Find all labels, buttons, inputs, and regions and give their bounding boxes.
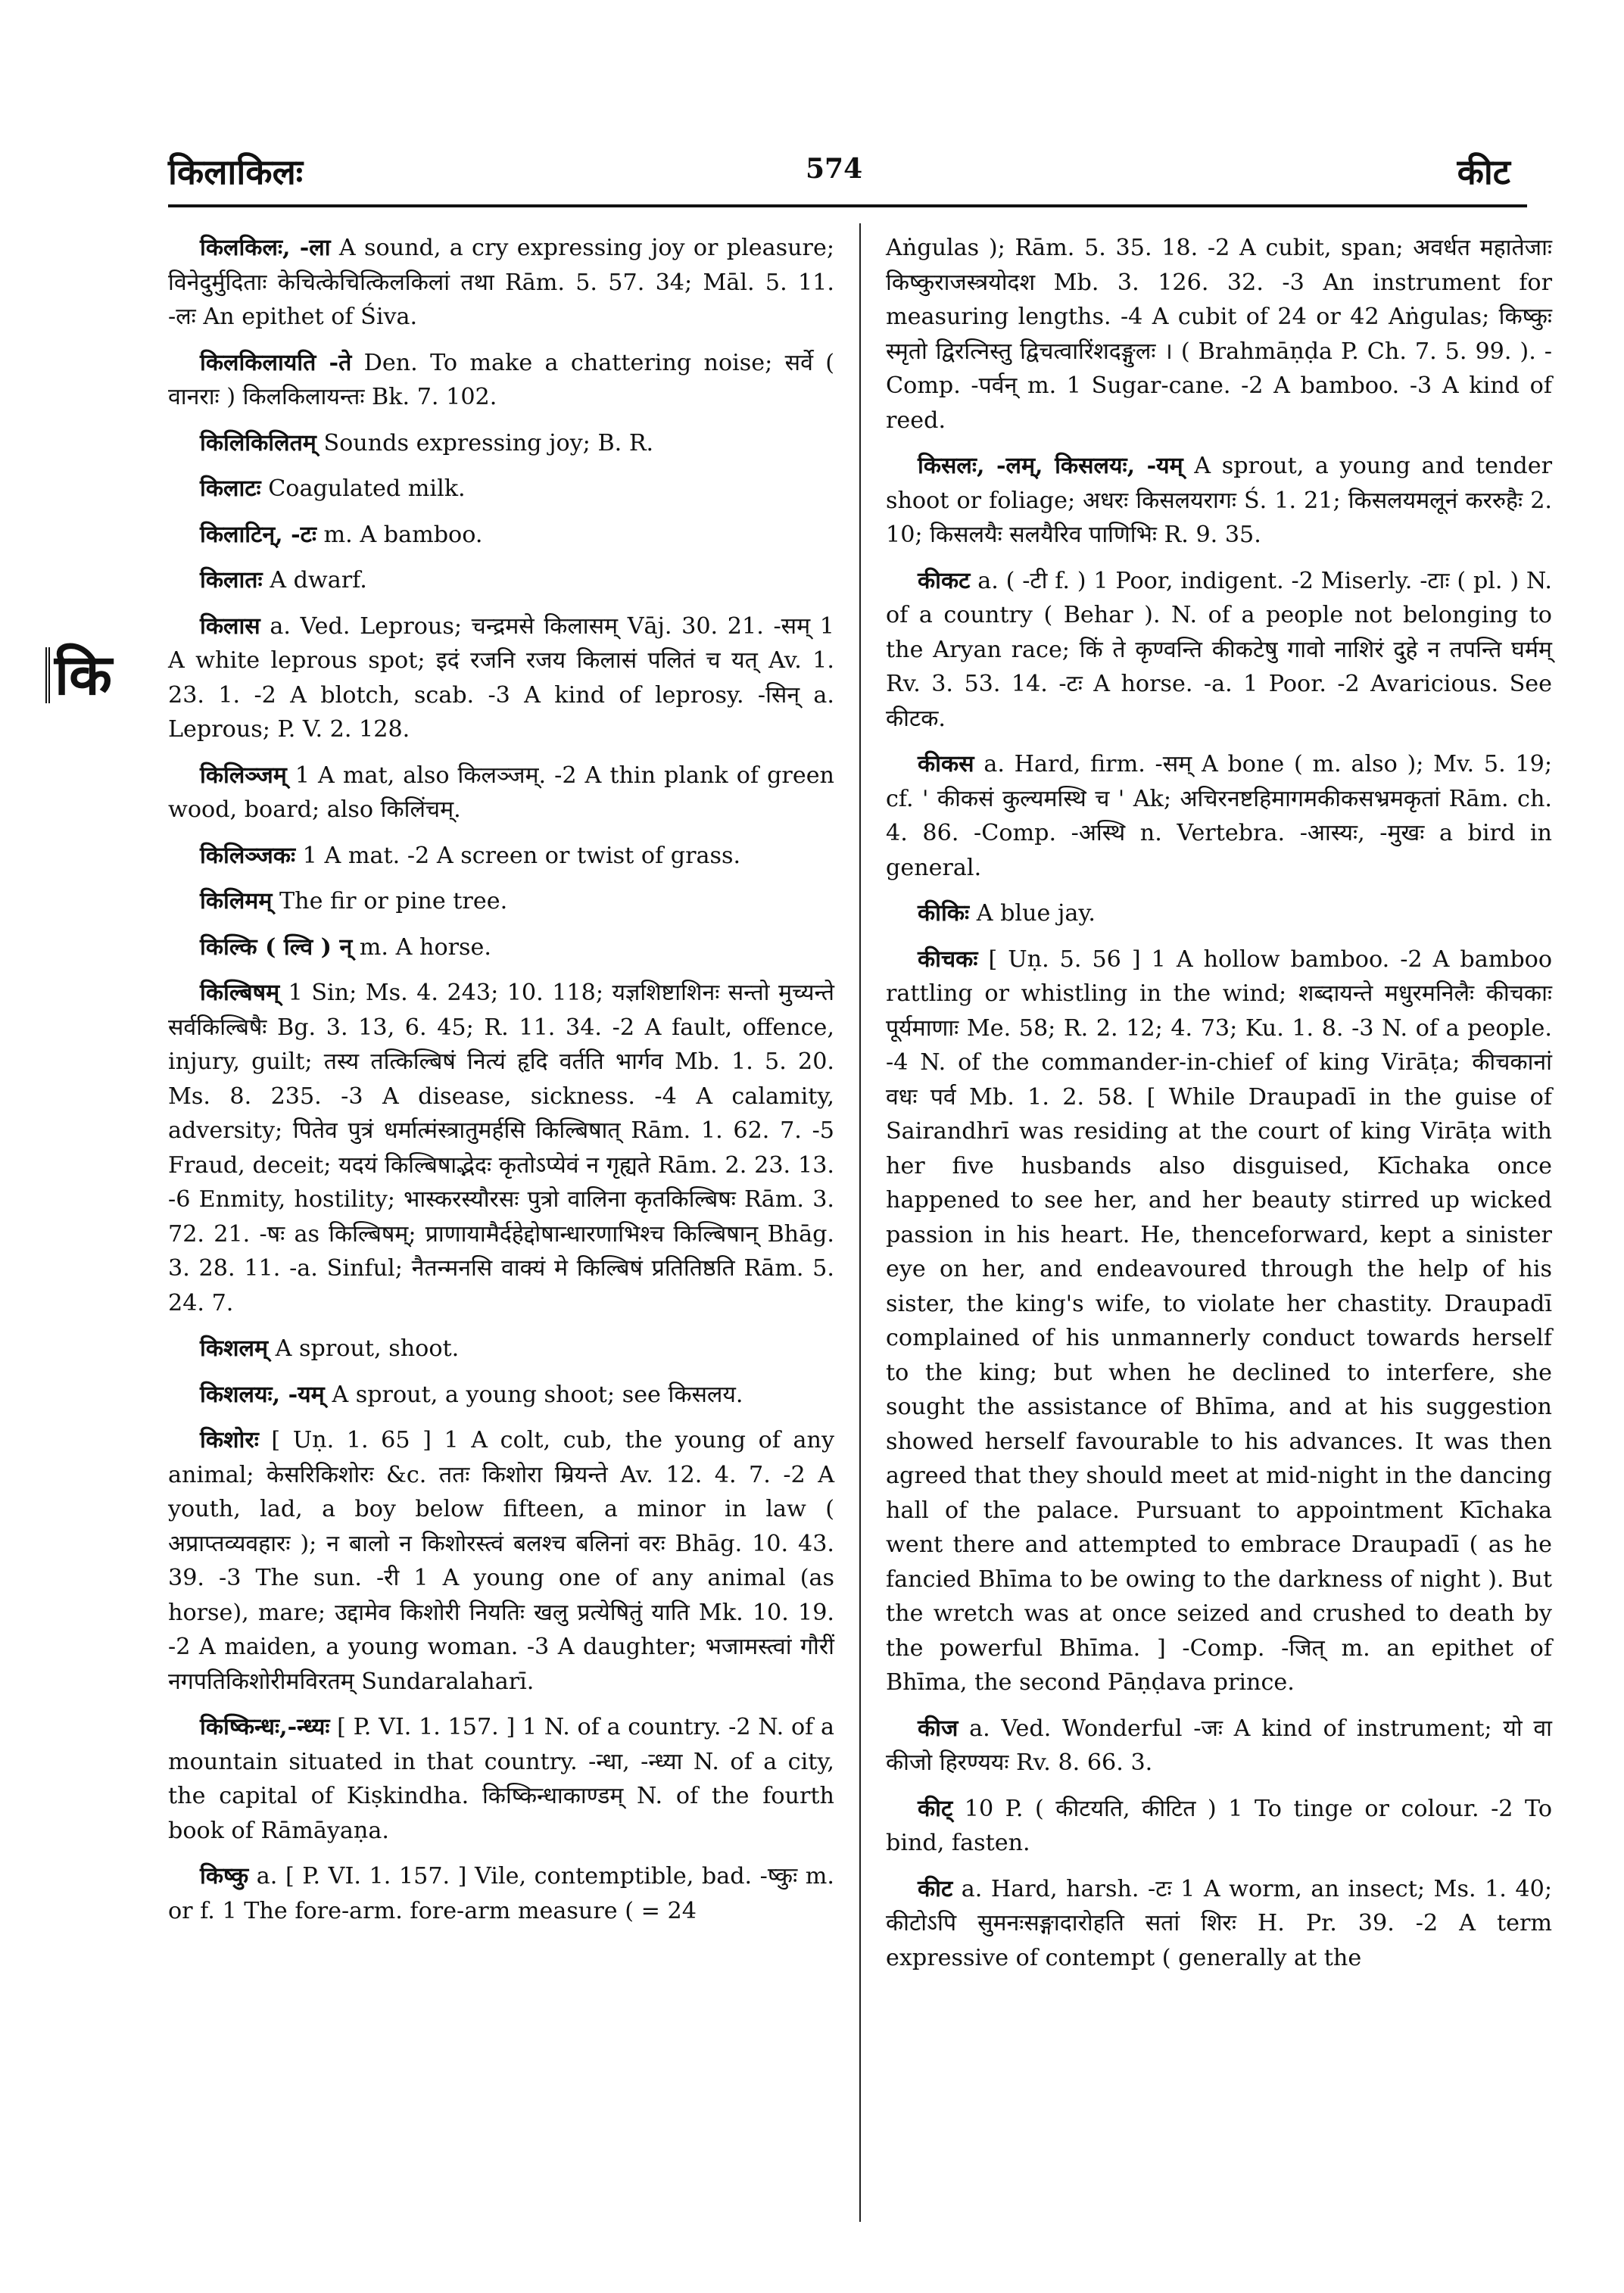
- entry-headword: किलाटः: [200, 475, 261, 502]
- thumb-index-tab: कि: [45, 647, 112, 703]
- entry-definition: Sounds expressing joy; B. R.: [316, 429, 654, 456]
- entry-definition: A sprout, a young shoot; see किसलय.: [324, 1381, 743, 1408]
- entry-definition: The fir or pine tree.: [272, 888, 508, 914]
- dictionary-entry: [168, 1378, 834, 1413]
- entry-definition: m. A horse.: [352, 933, 492, 961]
- entry-definition: [ P. VI. 1. 157. ] 1 N. of a country. -2 N. of a mountain situated in that country. -न्धा, -न्ध्या N. of a city, the capital of Kiṣkindha. किष्किन्धाकाण्डम् N. of the fourth book of Rāmāyaṇa.: [168, 1714, 834, 1844]
- entry-definition: 1 A mat. -2 A screen or twist of grass.: [295, 842, 741, 869]
- entry-definition: m. A bamboo.: [316, 521, 483, 548]
- dictionary-entry: [886, 564, 1552, 737]
- entry-definition: A dwarf.: [262, 567, 367, 594]
- dictionary-entry: [886, 896, 1552, 931]
- entry-headword: किलिञ्जकः: [200, 842, 296, 869]
- entry-definition: a. Hard, firm. -सम् A bone ( m. also ); Mv. 5. 19; cf. ' कीकसं कुल्यमस्थि च ' Ak; अचिरनष्टहिमागमकीकसभ्रमकृतां Rām. ch. 4. 86. -Comp. -अस्थि n. Vertebra. -आस्यः, -मुखः a bird in general.: [886, 751, 1552, 881]
- dictionary-entry: [886, 1712, 1552, 1781]
- entry-definition: Den. To make a chattering noise; सर्वे ( वानराः ) किलकिलायन्तः Bk. 7. 102.: [168, 349, 834, 410]
- entry-headword: किलकिलः, -ला: [200, 235, 331, 261]
- entry-definition: A sound, a cry expressing joy or pleasure; विनेदुर्मुदिताः केचित्केचित्किलकिलां तथा Rām. 5. 57. 34; Māl. 5. 11. -लः An epithet of Śiva.: [168, 235, 834, 330]
- entry-headword: किलाटिन्, -टः: [200, 521, 316, 548]
- entry-definition: 1 A mat, also किलञ्जम्. -2 A thin plank of green wood, board; also किलिंचम्.: [168, 762, 834, 823]
- entry-definition: a. ( -टी f. ) 1 Poor, indigent. -2 Miserly. -टाः ( pl. ) N. of a country ( Behar ). N. of a people not belonging to the Aryan race; किं ते कृण्वन्ति कीकटेषु गावो नाशिरं दुहे न तपन्ति घर्मम् Rv. 3. 53. 14. -टः A horse. -a. 1 Poor. -2 Avaricious. See कीटक.: [886, 567, 1552, 732]
- entry-headword: किशलम्: [200, 1335, 269, 1362]
- entry-definition: 10 P. ( कीटयति, कीटित ) 1 To tinge or colour. -2 To bind, fasten.: [886, 1795, 1552, 1856]
- entry-definition: A blue jay.: [969, 900, 1096, 927]
- entry-headword: किल्बिषम्: [200, 980, 280, 1006]
- entry-headword: किशलयः, -यम्: [200, 1381, 325, 1408]
- dictionary-entry: [168, 346, 834, 415]
- entry-definition: A sprout, shoot.: [268, 1335, 460, 1362]
- entry-headword: किसलः, -लम्, किसलयः, -यम्: [918, 453, 1183, 479]
- dictionary-entry: [168, 472, 834, 506]
- entry-headword: किल्कि ( ल्वि ) न्: [200, 933, 353, 961]
- entry-headword: कीकट: [918, 567, 971, 594]
- dictionary-entry: [886, 449, 1552, 553]
- right-guide-word: कीट: [1457, 151, 1510, 192]
- dictionary-entry: [886, 942, 1552, 1700]
- dictionary-entry: [168, 609, 834, 747]
- dictionary-entry: [168, 563, 834, 598]
- left-guide-word: किलाकिलः: [168, 151, 304, 192]
- dictionary-entry: [886, 1872, 1552, 1976]
- entry-headword: किशोरः: [200, 1427, 259, 1453]
- dictionary-entry: [168, 1710, 834, 1848]
- dictionary-entry: [168, 518, 834, 553]
- entry-definition: [ Uṇ. 1. 65 ] 1 A colt, cub, the young of any animal; केसरिकिशोरः &c. ततः किशोरा म्रियन्ते Av. 12. 4. 7. -2 A youth, lad, a boy below fifteen, a minor in law ( अप्राप्तव्यवहारः ); न बालो न किशोरस्त्वं बलश्च बलिनां वरः Bhāg. 10. 43. 39. -3 The sun. -री 1 A young one of any animal (as horse), mare; उद्दामेव किशोरी नियतिः खलु प्रत्येषितुं याति Mk. 10. 19. -2 A maiden, a young woman. -3 A daughter; भजामस्त्वां गौरीं नगपतिकिशोरीमविरतम् Sundaralaharī.: [168, 1427, 834, 1695]
- entry-definition: a. [ P. VI. 1. 157. ] Vile, contemptible, bad. -ष्कुः m. or f. 1 The fore-arm. fore-arm measure ( = 24: [168, 1863, 834, 1924]
- entry-headword: किलातः: [200, 567, 263, 594]
- header-rule: [168, 204, 1527, 207]
- entry-headword: किलकिलायति -ते: [200, 349, 352, 376]
- entry-headword: किलिञ्जम्: [200, 762, 287, 789]
- entry-headword: कीट्: [918, 1795, 953, 1822]
- entry-headword: कीकस: [918, 751, 974, 777]
- entry-definition: [ Uṇ. 5. 56 ] 1 A hollow bamboo. -2 A bamboo rattling or whistling in the wind; शब्दायन्ते मधुरमनिलैः कीचकाः पूर्यमाणाः Me. 58; R. 2. 12; 4. 73; Ku. 1. 8. -3 N. of a people. -4 N. of the commander-in-chief of king Virāṭa; कीचकानां वधः पर्व Mb. 1. 2. 58. [ While Draupadī in the guise of Sairandhrī was residing at the court of king Virāṭa with her five husbands also disguised, Kīchaka once happened to see her, and her beauty stirred up wicked passion in his heart. He, thenceforward, kept a sinister eye on her, and endeavoured through the help of his sister, the king's wife, to violate her chastity. Draupadī complained of his unmannerly conduct towards herself to the king; but when he declined to interfere, she sought the assistance of Bhīma, and at his suggestion showed herself favourable to his advances. It was then agreed that they should meet at mid-night in the dancing hall of the palace. Pursuant to appointment Kīchaka went there and attempted to embrace Draupadī ( as he fancied Bhīma to be owing to the darkness of night ). But the wretch was at once seized and crushed to death by the powerful Bhīma. ] -Comp. -जित् m. an epithet of Bhīma, the second Pāṇḍava prince.: [886, 946, 1552, 1696]
- entry-definition: a. Ved. Wonderful -जः A kind of instrument; यो वा कीजो हिरण्ययः Rv. 8. 66. 3.: [886, 1715, 1552, 1776]
- left-column: [168, 231, 834, 1939]
- page-number: 574: [806, 153, 863, 185]
- dictionary-entry: [168, 884, 834, 919]
- right-column: [886, 231, 1552, 1986]
- dictionary-entry: [886, 747, 1552, 885]
- entry-headword: किलिकिलितम्: [200, 429, 316, 456]
- entry-definition: a. Ved. Leprous; चन्द्रमसे किलासम् Vāj. 30. 21. -सम् 1 A white leprous spot; इदं रजनि रजय किलासं पलितं च यत् Av. 1. 23. 1. -2 A blotch, scab. -3 A kind of leprosy. -सिन् a. Leprous; P. V. 2. 128.: [168, 612, 834, 743]
- entry-headword: कीज: [918, 1715, 959, 1742]
- entry-definition: a. Hard, harsh. -टः 1 A worm, an insect; Ms. 1. 40; कीटोऽपि सुमनःसङ्गादारोहति सतां शिरः H. Pr. 39. -2 A term expressive of contempt ( generally at the: [886, 1875, 1552, 1971]
- dictionary-entry: [168, 930, 834, 965]
- dictionary-entry: [168, 759, 834, 827]
- entry-definition: Aṅgulas ); Rām. 5. 35. 18. -2 A cubit, span; अवर्धत महातेजाः किष्कुराजस्त्रयोदश Mb. 3. 126. 32. -3 An instrument for measuring lengths. -4 A cubit of 24 or 42 Aṅgulas; किष्कुः स्मृतो द्विरत्निस्तु द्विचत्वारिंशदङ्गुलः । ( Brahmāṇḍa P. Ch. 7. 5. 99. ). -Comp. -पर्वन् m. 1 Sugar-cane. -2 A bamboo. -3 A kind of reed.: [886, 235, 1552, 434]
- entry-headword: कीट: [918, 1875, 953, 1902]
- dictionary-entry: [168, 426, 834, 461]
- entry-headword: किष्किन्धः,-न्ध्यः: [200, 1714, 330, 1740]
- dictionary-entry: [886, 1792, 1552, 1861]
- dictionary-entry: [168, 976, 834, 1320]
- entry-headword: किष्कु: [200, 1863, 249, 1890]
- dictionary-entry: [168, 1332, 834, 1366]
- entry-definition: Coagulated milk.: [260, 475, 466, 502]
- dictionary-entry: [168, 231, 834, 335]
- dictionary-entry: [168, 1859, 834, 1928]
- dictionary-entry: [168, 1423, 834, 1699]
- dictionary-entry: [886, 231, 1552, 438]
- entry-headword: कीकिः: [918, 900, 970, 927]
- column-divider: [859, 223, 861, 2222]
- entry-headword: कीचकः: [918, 946, 978, 973]
- entry-headword: किलास: [200, 612, 260, 640]
- entry-headword: किलिमम्: [200, 888, 273, 914]
- entry-definition: 1 Sin; Ms. 4. 243; 10. 118; यज्ञशिष्टाशिनः सन्तो मुच्यन्ते सर्वकिल्बिषैः Bg. 3. 13, 6. 45; R. 11. 34. -2 A fault, offence, injury, guilt; तस्य तत्किल्बिषं नित्यं हृदि वर्तति भार्गव Mb. 1. 5. 20. Ms. 8. 235. -3 A disease, sickness. -4 A calamity, adversity; पितेव पुत्रं धर्मात्मंस्त्रातुमर्हसि किल्बिषात् Rām. 1. 62. 7. -5 Fraud, deceit; यदयं किल्बिषाद्भेदः कृतोऽप्येवं न गृह्यते Rām. 2. 23. 13. -6 Enmity, hostility; भास्करस्यौरसः पुत्रो वालिना कृतकिल्बिषः Rām. 3. 72. 21. -षः as किल्बिषम्; प्राणायामैर्दहेद्दोषान्धारणाभिश्च किल्बिषान् Bhāg. 3. 28. 11. -a. Sinful; नैतन्मनसि वाक्यं मे किल्बिषं प्रतितिष्ठति Rām. 5. 24. 7.: [168, 980, 834, 1316]
- dictionary-entry: [168, 839, 834, 874]
- entry-definition: A sprout, a young and tender shoot or foliage; अधरः किसलयरागः Ś. 1. 21; किसलयमलूनं कररुहैः 2. 10; किसलयैः सलयैरिव पाणिभिः R. 9. 35.: [886, 453, 1552, 548]
